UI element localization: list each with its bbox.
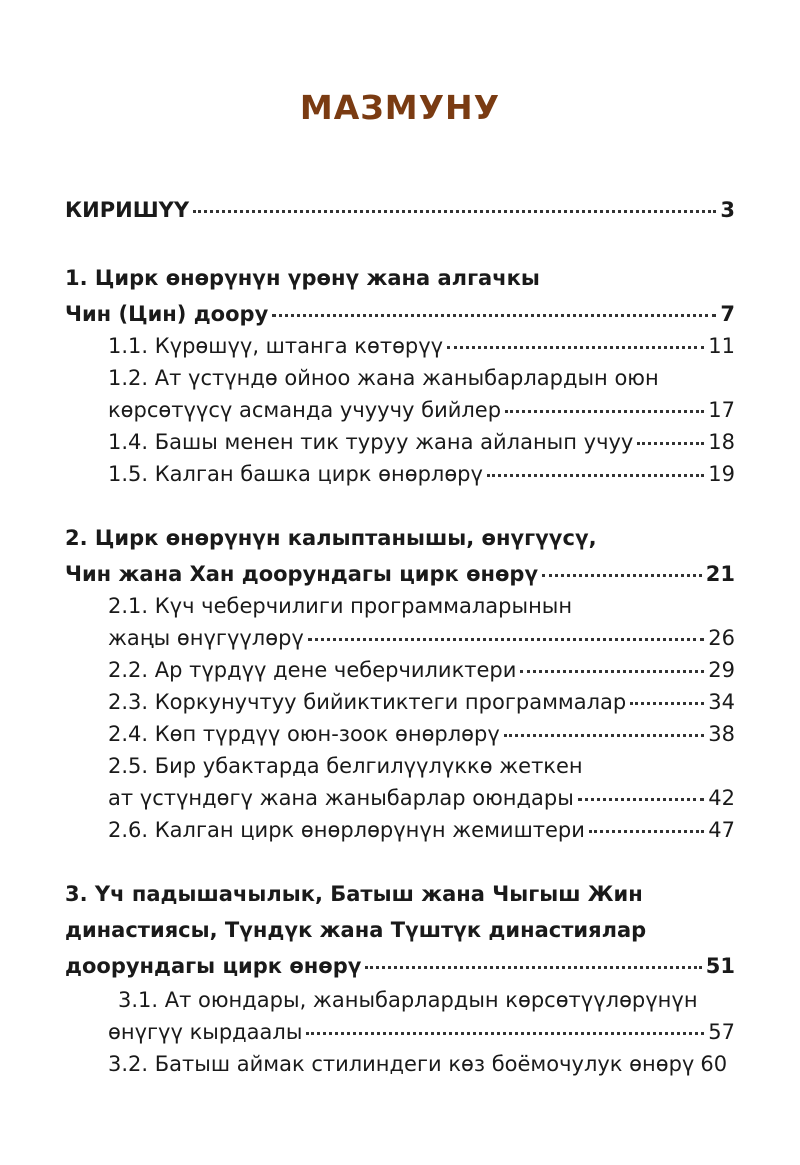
toc-entry-page: 3: [720, 198, 735, 222]
toc-entry-page: 17: [708, 398, 735, 422]
toc-entry-text: 2.2. Ар түрдүү дене чеберчиликтери: [108, 658, 517, 682]
toc-entry-3-1-line-2[interactable]: [108, 1020, 735, 1056]
toc-chapter-1-line-1[interactable]: [65, 266, 735, 302]
toc-entry-1-1[interactable]: [108, 334, 735, 370]
toc-entry-intro[interactable]: [65, 198, 735, 234]
toc-entry-2-1-line-1[interactable]: [108, 594, 735, 630]
toc-entry-3-2[interactable]: [108, 1052, 735, 1088]
leader-dots: [637, 441, 704, 445]
toc-entry-page: 11: [708, 334, 735, 358]
toc-entry-text: өнүгүү кырдаалы: [108, 1020, 303, 1044]
leader-dots: [520, 669, 704, 673]
toc-entry-2-4[interactable]: [108, 722, 735, 758]
toc-entry-text: Чин жана Хан доорундагы цирк өнөрү: [65, 562, 539, 586]
toc-entry-text: 2.5. Бир убактарда белгилүүлүккө жеткен: [108, 754, 583, 778]
toc-entry-2-6[interactable]: [108, 818, 735, 854]
leader-dots: [308, 637, 704, 641]
toc-entry-page: 34: [708, 690, 735, 714]
toc-entry-text: 1. Цирк өнөрүнүн үрөнү жана алгачкы: [65, 266, 540, 290]
toc-chapter-3-line-1[interactable]: [65, 882, 735, 918]
toc-chapter-2-line-1[interactable]: [65, 526, 735, 562]
toc-entry-2-1-line-2[interactable]: [108, 626, 735, 662]
toc-entry-text: 2. Цирк өнөрүнүн калыптанышы, өнүгүүсү,: [65, 526, 597, 550]
toc-entry-page: 47: [708, 818, 735, 842]
toc-entry-text: Чин (Цин) доору: [65, 302, 269, 326]
toc-entry-page: 29: [708, 658, 735, 682]
toc-entry-2-5-line-2[interactable]: [108, 786, 735, 822]
toc-entry-text: доорундагы цирк өнөрү: [65, 954, 362, 978]
toc-chapter-3-line-3[interactable]: [65, 954, 735, 990]
toc-chapter-2-line-2[interactable]: [65, 562, 735, 598]
toc-entry-page: 26: [708, 626, 735, 650]
toc-chapter-1-line-2[interactable]: [65, 302, 735, 338]
toc-entry-page: 51: [705, 954, 735, 978]
toc-entry-page: 21: [705, 562, 735, 586]
leader-dots: [272, 313, 716, 317]
toc-entry-page: 38: [708, 722, 735, 746]
toc-entry-text: 1.2. Ат үстүндө ойноо жана жаныбарлардын оюн: [108, 366, 659, 390]
toc-entry-text: 1.4. Башы менен тик туруу жана айланып учуу: [108, 430, 634, 454]
toc-entry-1-4[interactable]: [108, 430, 735, 466]
leader-dots: [365, 965, 701, 969]
toc-entry-text: көрсөтүүсү асманда учуучу бийлер: [108, 398, 502, 422]
toc-entry-text: 1.5. Калган башка цирк өнөрлөрү: [108, 462, 483, 486]
leader-dots: [542, 573, 702, 577]
toc-entry-page: 42: [708, 786, 735, 810]
leader-dots: [306, 1031, 704, 1035]
leader-dots: [447, 345, 704, 349]
toc-entry-page: 19: [708, 462, 735, 486]
toc-entry-1-2-line-2[interactable]: [108, 398, 735, 434]
toc-entry-text: 3. Үч падышачылык, Батыш жана Чыгыш Жин: [65, 882, 643, 906]
leader-dots: [487, 473, 704, 477]
leader-dots: [589, 829, 704, 833]
toc-entry-page: 57: [708, 1020, 735, 1044]
toc-chapter-3-line-2[interactable]: [65, 918, 735, 954]
toc-entry-text: жаңы өнүгүүлөрү: [108, 626, 304, 650]
toc-entry-page: 60: [700, 1052, 728, 1076]
toc-entry-page: 7: [720, 302, 735, 326]
toc-entry-text: ат үстүндөгү жана жаныбарлар оюндары: [108, 786, 574, 810]
toc-entry-2-5-line-1[interactable]: [108, 754, 735, 790]
toc-entry-text: 2.4. Көп түрдүү оюн-зоок өнөрлөрү: [108, 722, 500, 746]
toc-entry-1-2-line-1[interactable]: [108, 366, 735, 402]
toc-entry-text: 2.6. Калган цирк өнөрлөрүнүн жемиштери: [108, 818, 585, 842]
toc-entry-text: династиясы, Түндүк жана Түштүк династиялар: [65, 918, 647, 942]
toc-entry-2-2[interactable]: [108, 658, 735, 694]
leader-dots: [505, 409, 704, 413]
toc-entry-text: КИРИШҮҮ: [65, 198, 190, 222]
toc-entry-2-3[interactable]: [108, 690, 735, 726]
toc-entry-text: 3.2. Батыш аймак стилиндеги көз боёмочулук өнөрү: [108, 1052, 695, 1076]
leader-dots: [504, 733, 704, 737]
page-title: МАЗМУНУ: [299, 88, 501, 127]
toc-entry-text: 3.1. Ат оюндары, жаныбарлардын көрсөтүүлөрүнүн: [118, 988, 698, 1012]
toc-entry-text: 1.1. Күрөшүү, штанга көтөрүү: [108, 334, 444, 358]
leader-dots: [578, 797, 704, 801]
toc-entry-text: 2.1. Күч чеберчилиги программаларынын: [108, 594, 573, 618]
leader-dots: [630, 701, 704, 705]
toc-entry-page: 18: [708, 430, 735, 454]
leader-dots: [193, 209, 716, 213]
toc-entry-1-5[interactable]: [108, 462, 735, 498]
toc-entry-text: 2.3. Коркунучтуу бийиктиктеги программалар: [108, 690, 627, 714]
toc-entry-3-1-line-1[interactable]: [118, 988, 735, 1024]
